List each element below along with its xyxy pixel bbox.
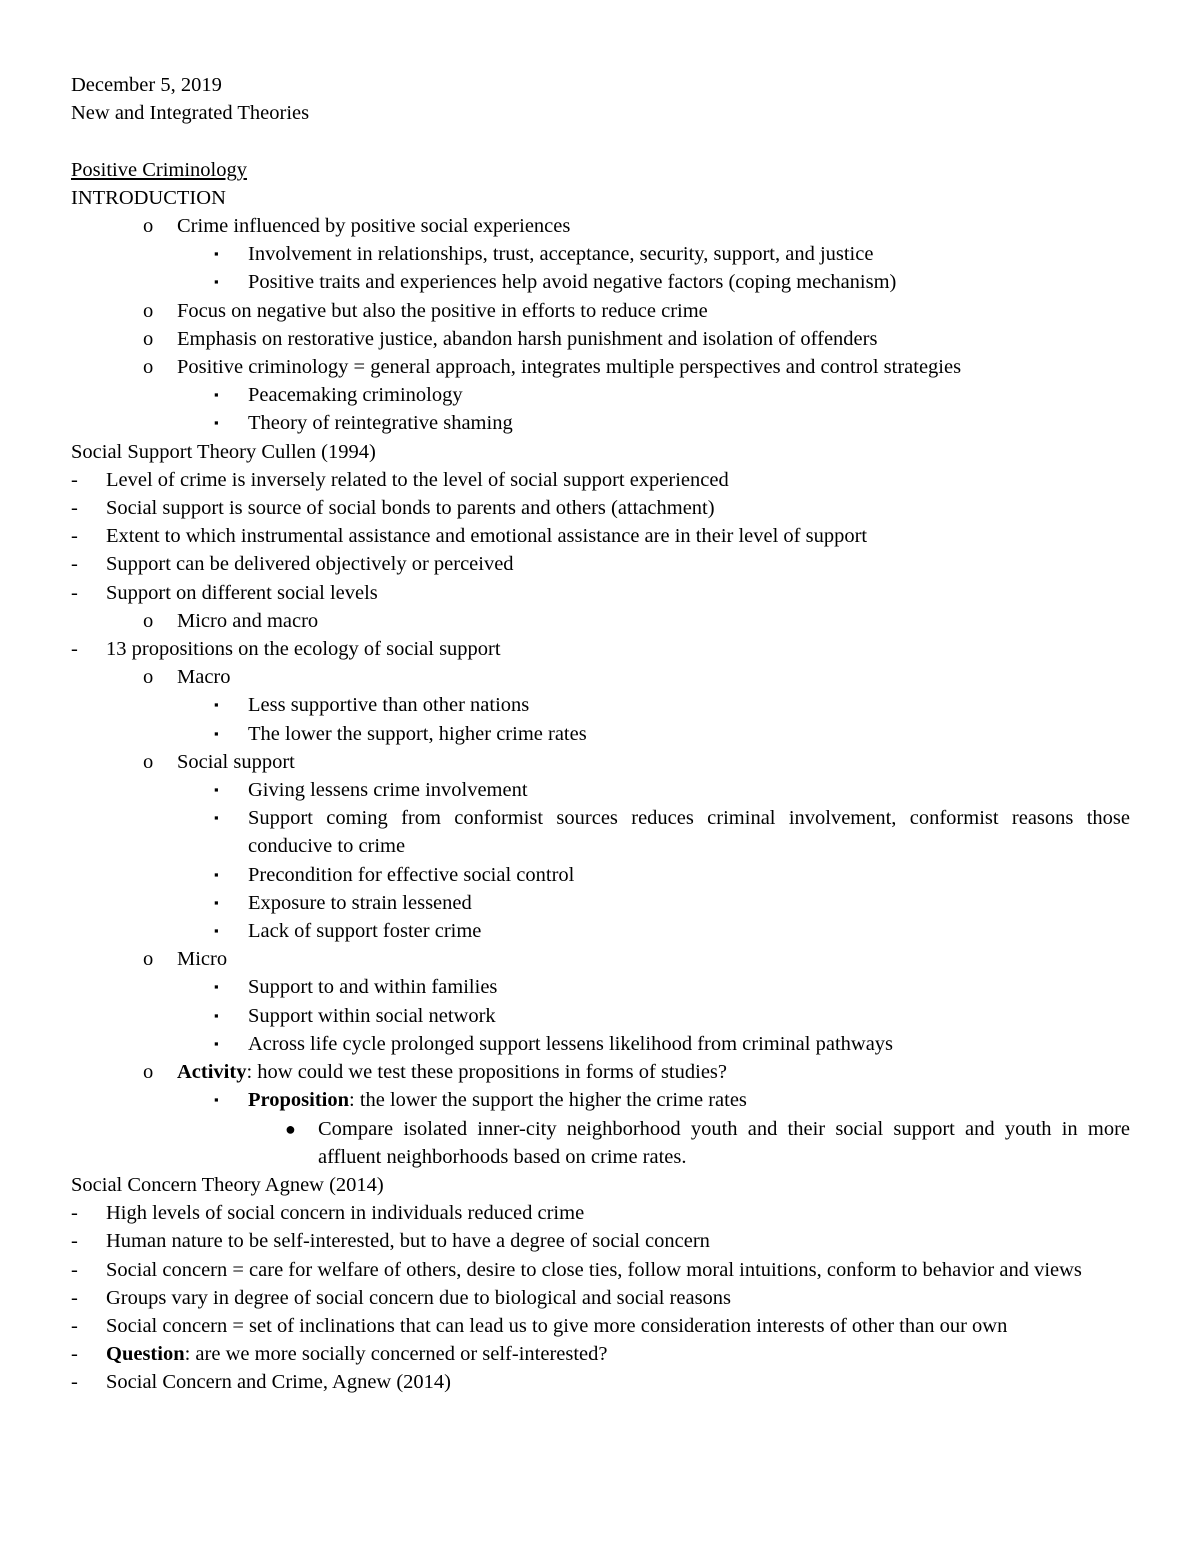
list-item: ▪ Support coming from conformist sources reduces criminal involvement, conformist reasons those conducive to crime bbox=[0, 804, 1130, 860]
list-item: - Social Concern and Crime, Agnew (2014) bbox=[0, 1368, 1200, 1396]
dash-bullet-icon: - bbox=[71, 638, 78, 661]
square-bullet-icon: ▪ bbox=[214, 725, 219, 741]
list-item: ● Compare isolated inner-city neighborhood youth and their social support and youth in more affluent neighborhoods based on crime rates. bbox=[0, 1115, 1130, 1171]
list-item: - Social support is source of social bonds to parents and others (attachment) bbox=[0, 494, 1200, 522]
circle-bullet-icon: o bbox=[143, 215, 154, 237]
square-bullet-icon: ▪ bbox=[214, 866, 219, 882]
list-item: - Support can be delivered objectively or perceived bbox=[0, 550, 1200, 578]
list-item: - Human nature to be self-interested, but to have a degree of social concern bbox=[0, 1227, 1200, 1255]
circle-bullet-icon: o bbox=[143, 948, 154, 971]
circle-bullet-icon: o bbox=[143, 1061, 154, 1084]
circle-bullet-icon: o bbox=[143, 666, 154, 689]
list-item: o Positive criminology = general approach, integrates multiple perspectives and control strategies bbox=[0, 353, 1200, 381]
circle-bullet-icon: o bbox=[143, 750, 154, 773]
dash-bullet-icon: - bbox=[71, 581, 78, 604]
list-item: - Social concern = care for welfare of others, desire to close ties, follow moral intuitions, conform to behavior and views bbox=[0, 1256, 1130, 1284]
list-item: o Emphasis on restorative justice, abandon harsh punishment and isolation of offenders bbox=[0, 325, 1200, 353]
list-item: ▪ Lack of support foster crime bbox=[0, 917, 1200, 945]
list-item: ▪ Support to and within families bbox=[0, 973, 1200, 1001]
circle-bullet-icon: o bbox=[143, 356, 154, 379]
list-item: o Micro bbox=[0, 945, 1200, 973]
dash-bullet-icon: - bbox=[71, 1314, 78, 1337]
proposition-item: ▪ Proposition: the lower the support the higher the crime rates bbox=[0, 1086, 1200, 1114]
square-bullet-icon: ▪ bbox=[214, 246, 219, 262]
square-bullet-icon: ▪ bbox=[214, 923, 219, 939]
list-item: ▪ Precondition for effective social control bbox=[0, 861, 1200, 889]
list-item: - High levels of social concern in individuals reduced crime bbox=[0, 1199, 1200, 1227]
dash-bullet-icon: - bbox=[71, 1202, 78, 1225]
dash-bullet-icon: - bbox=[71, 1286, 78, 1309]
list-item: ▪ Less supportive than other nations bbox=[0, 691, 1200, 719]
list-item: ▪ Giving lessens crime involvement bbox=[0, 776, 1200, 804]
intro-heading: INTRODUCTION bbox=[71, 186, 226, 209]
dash-bullet-icon: - bbox=[71, 1343, 78, 1366]
list-item: o Focus on negative but also the positive in efforts to reduce crime bbox=[0, 297, 1200, 325]
dash-bullet-icon: - bbox=[71, 1371, 78, 1394]
list-item: ▪ Positive traits and experiences help avoid negative factors (coping mechanism) bbox=[0, 268, 1200, 296]
list-item: o Social support bbox=[0, 748, 1200, 776]
square-bullet-icon: ▪ bbox=[214, 810, 219, 826]
square-bullet-icon: ▪ bbox=[214, 979, 219, 995]
list-item: - Support on different social levels bbox=[0, 579, 1200, 607]
list-item: ▪ Across life cycle prolonged support lessens likelihood from criminal pathways bbox=[0, 1030, 1200, 1058]
list-item: ▪ Theory of reintegrative shaming bbox=[0, 409, 1200, 437]
section-heading-social-concern: Social Concern Theory Agnew (2014) bbox=[71, 1173, 384, 1196]
list-item: - 13 propositions on the ecology of social support bbox=[0, 635, 1200, 663]
square-bullet-icon: ▪ bbox=[214, 1092, 219, 1108]
list-item: ▪ Support within social network bbox=[0, 1002, 1200, 1030]
square-bullet-icon: ▪ bbox=[214, 1035, 219, 1051]
dot-bullet-icon: ● bbox=[285, 1118, 296, 1139]
date-line: December 5, 2019 bbox=[71, 74, 222, 96]
square-bullet-icon: ▪ bbox=[214, 782, 219, 798]
dash-bullet-icon: - bbox=[71, 553, 78, 576]
dash-bullet-icon: - bbox=[71, 497, 78, 520]
dash-bullet-icon: - bbox=[71, 1230, 78, 1253]
list-item: - Social concern = set of inclinations that can lead us to give more consideration interests of other than our own bbox=[0, 1312, 1130, 1340]
list-item: ▪ Exposure to strain lessened bbox=[0, 889, 1200, 917]
square-bullet-icon: ▪ bbox=[214, 1007, 219, 1023]
list-item: ▪ Involvement in relationships, trust, acceptance, security, support, and justice bbox=[0, 240, 1200, 268]
dash-bullet-icon: - bbox=[71, 525, 78, 548]
square-bullet-icon: ▪ bbox=[214, 894, 219, 910]
list-item: ▪ The lower the support, higher crime rates bbox=[0, 720, 1200, 748]
proposition-label: Proposition bbox=[248, 1089, 349, 1112]
circle-bullet-icon: o bbox=[143, 327, 154, 350]
dash-bullet-icon: - bbox=[71, 468, 78, 491]
square-bullet-icon: ▪ bbox=[214, 387, 219, 403]
circle-bullet-icon: o bbox=[143, 609, 154, 632]
document-title: New and Integrated Theories bbox=[71, 102, 310, 125]
square-bullet-icon: ▪ bbox=[214, 415, 219, 431]
list-item: ▪ Peacemaking criminology bbox=[0, 381, 1200, 409]
question-label: Question bbox=[106, 1343, 185, 1366]
list-item: o Macro bbox=[0, 663, 1200, 691]
square-bullet-icon: ▪ bbox=[214, 697, 219, 713]
circle-bullet-icon: o bbox=[143, 299, 154, 322]
list-item: - Extent to which instrumental assistance and emotional assistance are in their level of support bbox=[0, 522, 1200, 550]
question-item: - Question: are we more socially concerned or self-interested? bbox=[0, 1340, 1200, 1368]
list-item: - Level of crime is inversely related to the level of social support experienced bbox=[0, 466, 1200, 494]
list-item: - Groups vary in degree of social concern due to biological and social reasons bbox=[0, 1284, 1200, 1312]
list-item: o Micro and macro bbox=[0, 607, 1200, 635]
section-heading-social-support: Social Support Theory Cullen (1994) bbox=[71, 440, 376, 463]
section-heading-positive-criminology: Positive Criminology bbox=[71, 158, 247, 181]
activity-item: o Activity: how could we test these propositions in forms of studies? bbox=[0, 1058, 1200, 1086]
dash-bullet-icon: - bbox=[71, 1258, 78, 1281]
activity-label: Activity bbox=[177, 1061, 247, 1084]
square-bullet-icon: ▪ bbox=[214, 274, 219, 290]
list-item: o Crime influenced by positive social experiences bbox=[0, 212, 1200, 240]
